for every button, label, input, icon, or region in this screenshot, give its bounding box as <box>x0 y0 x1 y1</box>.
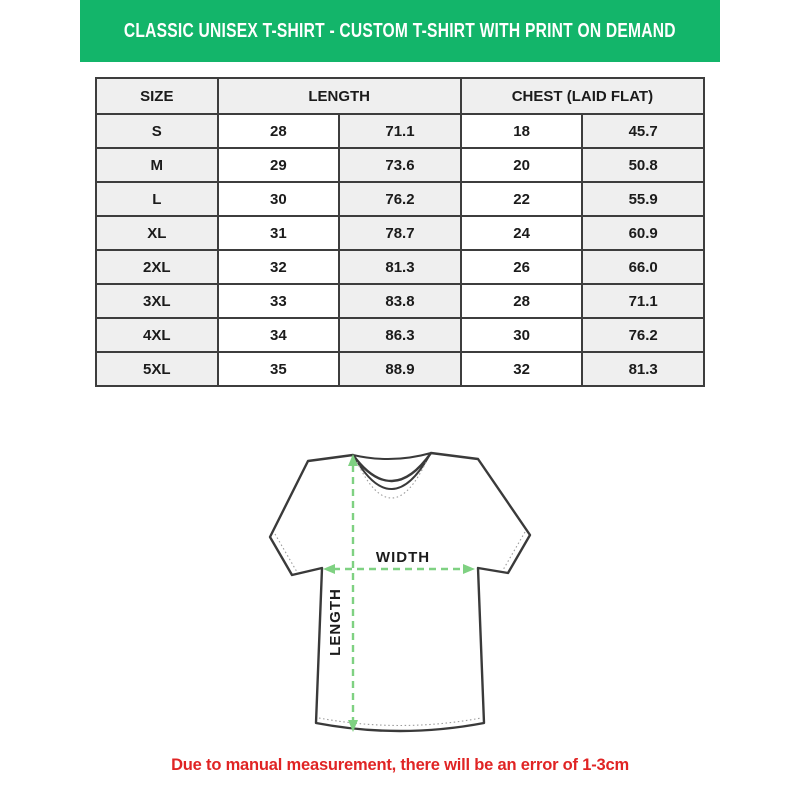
table-row <box>96 216 704 250</box>
cell-size: 4XL <box>96 318 218 352</box>
cell-length-cm: 78.7 <box>339 216 461 250</box>
cell-chest-inches: 26 <box>461 250 583 284</box>
cell-chest-cm: 76.2 <box>582 318 704 352</box>
cell-chest-inches: 32 <box>461 352 583 386</box>
measurement-note: Due to manual measurement, there will be an error of 1-3cm <box>171 756 629 774</box>
cell-chest-cm: 60.9 <box>582 216 704 250</box>
title-banner <box>80 0 720 62</box>
cell-chest-inches: 28 <box>461 284 583 318</box>
cell-chest-inches: 20 <box>461 148 583 182</box>
collar-back-seam <box>353 453 431 459</box>
cell-length-cm: 81.3 <box>339 250 461 284</box>
tshirt-diagram <box>240 435 560 755</box>
table-row <box>96 284 704 318</box>
cell-size: 2XL <box>96 250 218 284</box>
page-title: CLASSIC UNISEX T-SHIRT - CUSTOM T-SHIRT WITH PRINT ON DEMAND <box>124 19 676 42</box>
size-chart-table <box>95 77 705 387</box>
cell-chest-cm: 71.1 <box>582 284 704 318</box>
header-length: LENGTH <box>218 78 461 114</box>
cell-length-inches: 30 <box>218 182 340 216</box>
cell-size: XL <box>96 216 218 250</box>
cell-chest-inches: 24 <box>461 216 583 250</box>
width-label: WIDTH <box>375 549 431 566</box>
table-body <box>96 114 704 386</box>
table-row <box>96 318 704 352</box>
cell-chest-inches: 18 <box>461 114 583 148</box>
cell-chest-inches: 30 <box>461 318 583 352</box>
table-row <box>96 114 704 148</box>
header-chest: CHEST (LAID FLAT) <box>461 78 704 114</box>
tshirt-outline <box>270 453 530 731</box>
cell-chest-cm: 50.8 <box>582 148 704 182</box>
cell-length-inches: 33 <box>218 284 340 318</box>
cell-size: M <box>96 148 218 182</box>
cell-chest-cm: 55.9 <box>582 182 704 216</box>
cell-length-inches: 32 <box>218 250 340 284</box>
cell-length-inches: 29 <box>218 148 340 182</box>
cell-size: S <box>96 114 218 148</box>
table-row <box>96 148 704 182</box>
cell-size: 5XL <box>96 352 218 386</box>
cell-length-cm: 83.8 <box>339 284 461 318</box>
table-row <box>96 182 704 216</box>
cell-length-cm: 76.2 <box>339 182 461 216</box>
length-label: LENGTH <box>327 588 344 656</box>
header-size: SIZE <box>96 78 218 114</box>
cell-length-cm: 73.6 <box>339 148 461 182</box>
cell-length-inches: 28 <box>218 114 340 148</box>
cell-chest-cm: 81.3 <box>582 352 704 386</box>
cell-length-inches: 34 <box>218 318 340 352</box>
cell-length-cm: 88.9 <box>339 352 461 386</box>
cell-size: L <box>96 182 218 216</box>
cell-length-cm: 86.3 <box>339 318 461 352</box>
cell-chest-cm: 45.7 <box>582 114 704 148</box>
table-row <box>96 250 704 284</box>
cell-size: 3XL <box>96 284 218 318</box>
cell-chest-inches: 22 <box>461 182 583 216</box>
cell-length-inches: 35 <box>218 352 340 386</box>
table-header <box>96 78 704 114</box>
table-header-row <box>96 78 704 114</box>
table-row <box>96 352 704 386</box>
cell-length-cm: 71.1 <box>339 114 461 148</box>
cell-chest-cm: 66.0 <box>582 250 704 284</box>
cell-length-inches: 31 <box>218 216 340 250</box>
